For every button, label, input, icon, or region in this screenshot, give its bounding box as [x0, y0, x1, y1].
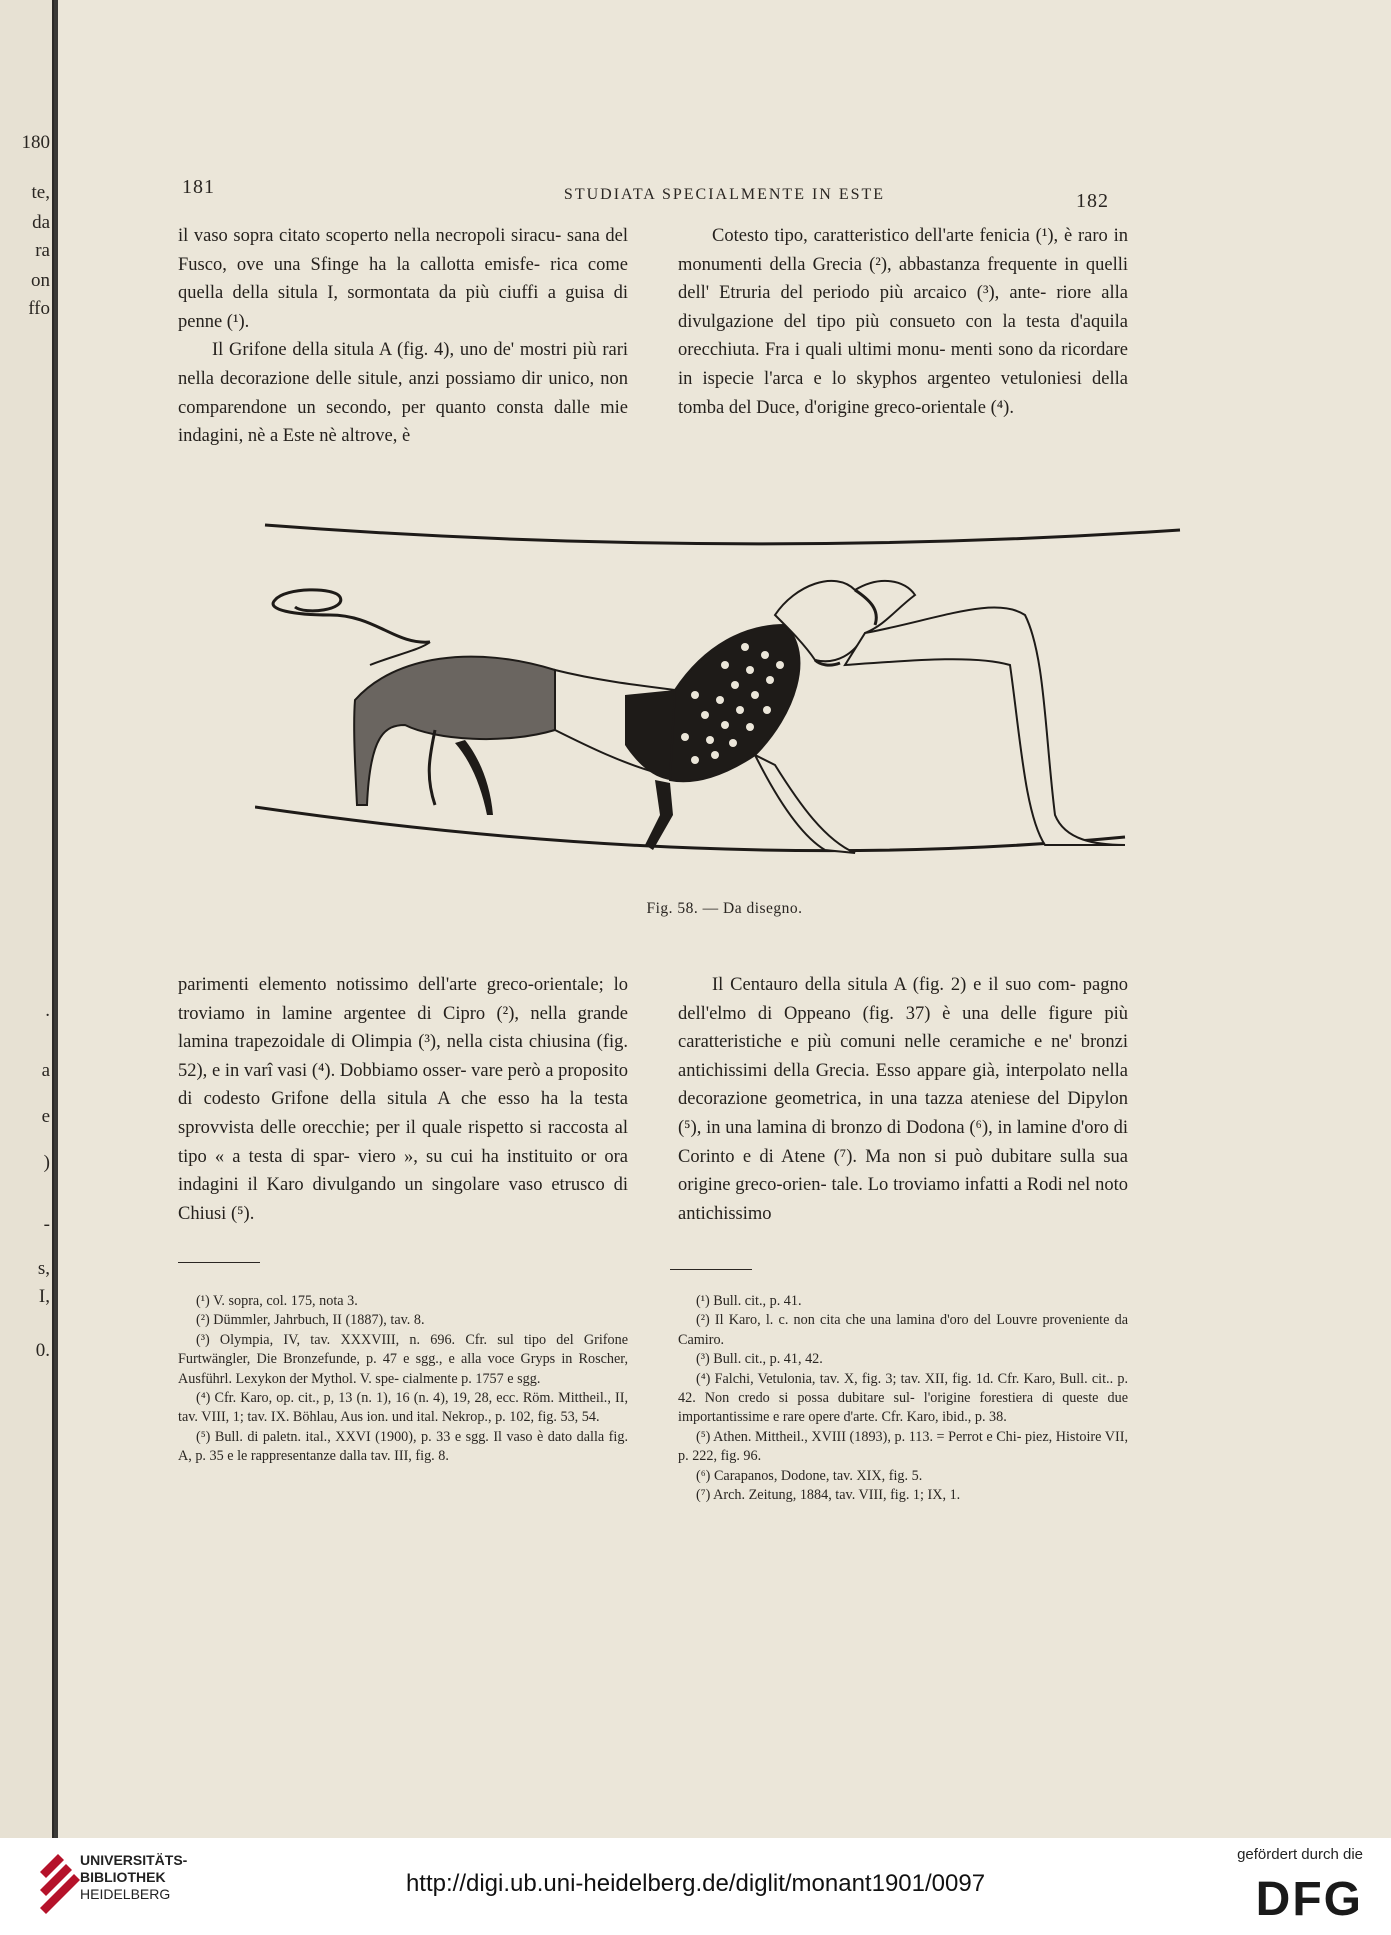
- page-number-right: 182: [1076, 190, 1109, 212]
- footnote: (⁷) Arch. Zeitung, 1884, tav. VIII, fig. 1; IX, 1.: [696, 1487, 961, 1504]
- prev-page-fragment: te,: [31, 182, 50, 203]
- dfg-logo: DFG: [1255, 1873, 1363, 1926]
- paragraph: Cotesto tipo, caratteristico dell'arte fenicia (¹), è raro in monumenti della Grecia (²), abbastanza frequente in quelli dell' Etruria del periodo più arcaico (³), ante- riore alla divulgazione del tipo più consueto con la testa d'aquila orecchiuta. Fra i quali ultimi monu- menti sono da ricordare in ispecie l'arca e lo skyphos argenteo vetuloniesi della tomba del Duce, d'origine greco-orientale (⁴).: [678, 226, 1128, 418]
- prev-page-fragment: ffo: [28, 298, 50, 319]
- column-left-top: [178, 222, 628, 451]
- paragraph: Il Centauro della situla A (fig. 2) e il suo com- pagno dell'elmo di Oppeano (fig. 37) è una delle figure più caratteristiche e più comuni nelle ceramiche e ne' bronzi antichissimi della Grecia. Esso appare già, interpolato nella decorazione geometrica, in una tazza ateniese del Dipylon (⁵), in una lamina di bronzo di Dodona (⁶), in lamine d'oro di Corinto e di Atene (⁷). Ma non si può dubitare sulla sua origine greco-orien- tale. Lo troviamo infatti a Rodi nel noto antichissimo: [678, 975, 1128, 1224]
- footnote: (³) Bull. cit., p. 41, 42.: [696, 1351, 823, 1368]
- library-name-line: BIBLIOTHEK: [80, 1869, 166, 1885]
- library-name-line: UNIVERSITÄTS-: [80, 1852, 188, 1868]
- figure-caption: Fig. 58. — Da disegno.: [646, 900, 803, 917]
- prev-page-fragment: s,: [37, 1258, 50, 1279]
- footnote-rule-right: [670, 1269, 752, 1270]
- prev-page-fragment: 180: [21, 132, 50, 153]
- footnote: (¹) Bull. cit., p. 41.: [696, 1293, 802, 1309]
- running-title: STUDIATA SPECIALMENTE IN ESTE: [563, 186, 886, 203]
- prev-page-fragment: -: [43, 1214, 50, 1235]
- footnote: (⁵) Bull. di paletn. ital., XXVI (1900), p. 33 e sgg. Il vaso è dato dalla fig. A, p. 35 e le rappresentanze dalla tav. III, fig. 8.: [178, 1428, 628, 1465]
- paragraph: il vaso sopra citato scoperto nella necropoli siracu- sana del Fusco, ove una Sfinge ha la callotta emisfe- rica come quella della situla I, sormontata da più ciuffi a guisa di penne (¹).: [178, 226, 628, 332]
- prev-page-fragment: ): [43, 1152, 50, 1173]
- previous-page-edge: [0, 0, 54, 1838]
- prev-page-fragment: .: [45, 1000, 50, 1021]
- prev-page-fragment: ra: [35, 240, 50, 261]
- prev-page-fragment: da: [32, 212, 50, 233]
- library-name-line: HEIDELBERG: [80, 1886, 171, 1902]
- footnote: (⁴) Falchi, Vetulonia, tav. X, fig. 3; tav. XII, fig. 1d. Cfr. Karo, Bull. cit.. p. 42. Non credo si possa dubitare sul- l'origine forestiera di queste due importantissime e rare opere d'arte. Cfr. Karo, ibid., p. 38.: [678, 1370, 1128, 1426]
- paragraph: parimenti elemento notissimo dell'arte greco-orientale; lo troviamo in lamine argentee di Cipro (²), nella grande lamina trapezoidale di Olimpia (³), nella cista chiusina (fig. 52), e in varî vasi (⁴). Dobbiamo osser- vare però a proposito di codesto Grifone della situla A che esso ha la testa sprovvista delle orecchie; per il quale rispetto si raccosta al tipo « a testa di spar- viero », su cui ha instituito or ora indagini il Karo divulgando un singolare vaso etrusco di Chiusi (⁵).: [178, 975, 628, 1224]
- footnote: (²) Dümmler, Jahrbuch, II (1887), tav. 8.: [196, 1312, 425, 1329]
- column-right-top: [678, 222, 1128, 422]
- prev-page-fragment: e: [41, 1106, 50, 1127]
- footnotes-left: [178, 1292, 628, 1467]
- book-page: [58, 0, 1391, 1838]
- page-number-left: 181: [182, 176, 215, 198]
- footnote: (⁴) Cfr. Karo, op. cit., p, 13 (n. 1), 16 (n. 4), 19, 28, ecc. Röm. Mittheil., II, tav. VIII, 1; tav. IX. Böhlau, Aus ion. und ital. Nekrop., p. 102, fig. 53, 54.: [178, 1390, 628, 1426]
- footnote-rule-left: [178, 1262, 260, 1263]
- footnote: (²) Il Karo, l. c. non cita che una lamina d'oro del Louvre proveniente da Camiro.: [678, 1312, 1128, 1348]
- footnote: (¹) V. sopra, col. 175, nota 3.: [196, 1293, 358, 1309]
- footnote: (⁵) Athen. Mittheil., XVIII (1893), p. 113. = Perrot e Chi- piez, Histoire VII, p. 222, fig. 96.: [678, 1428, 1128, 1465]
- paragraph: Il Grifone della situla A (fig. 4), uno de' mostri più rari nella decorazione delle situle, anzi possiamo dir unico, non comparendone un secondo, per quanto consta dalle mie indagini, nè a Este nè altrove, è: [178, 340, 628, 447]
- footnotes-right: [678, 1292, 1128, 1505]
- footnote: (⁶) Carapanos, Dodone, tav. XIX, fig. 5.: [696, 1467, 923, 1484]
- griffin-figure: [255, 515, 1185, 880]
- column-right-bottom: [678, 971, 1128, 1228]
- prev-page-fragment: I,: [38, 1286, 50, 1307]
- prev-page-fragment: on: [31, 270, 50, 291]
- prev-page-fragment: a: [41, 1060, 50, 1081]
- funding-text: gefördert durch die: [1237, 1846, 1363, 1863]
- viewer-footer: [0, 1838, 1391, 1935]
- prev-page-fragment: 0.: [35, 1340, 50, 1361]
- permalink-url[interactable]: http://digi.ub.uni-heidelberg.de/diglit/monant1901/0097: [405, 1870, 986, 1897]
- column-left-bottom: [178, 971, 628, 1228]
- footnote: (³) Olympia, IV, tav. XXXVIII, n. 696. Cfr. sul tipo del Grifone Furtwängler, Die Bronzefunde, p. 47 e sgg., e alla voce Gryps in Roscher, Ausführl. Lexykon der Mythol. V. spe- cialmente p. 1757 e sgg.: [178, 1331, 628, 1387]
